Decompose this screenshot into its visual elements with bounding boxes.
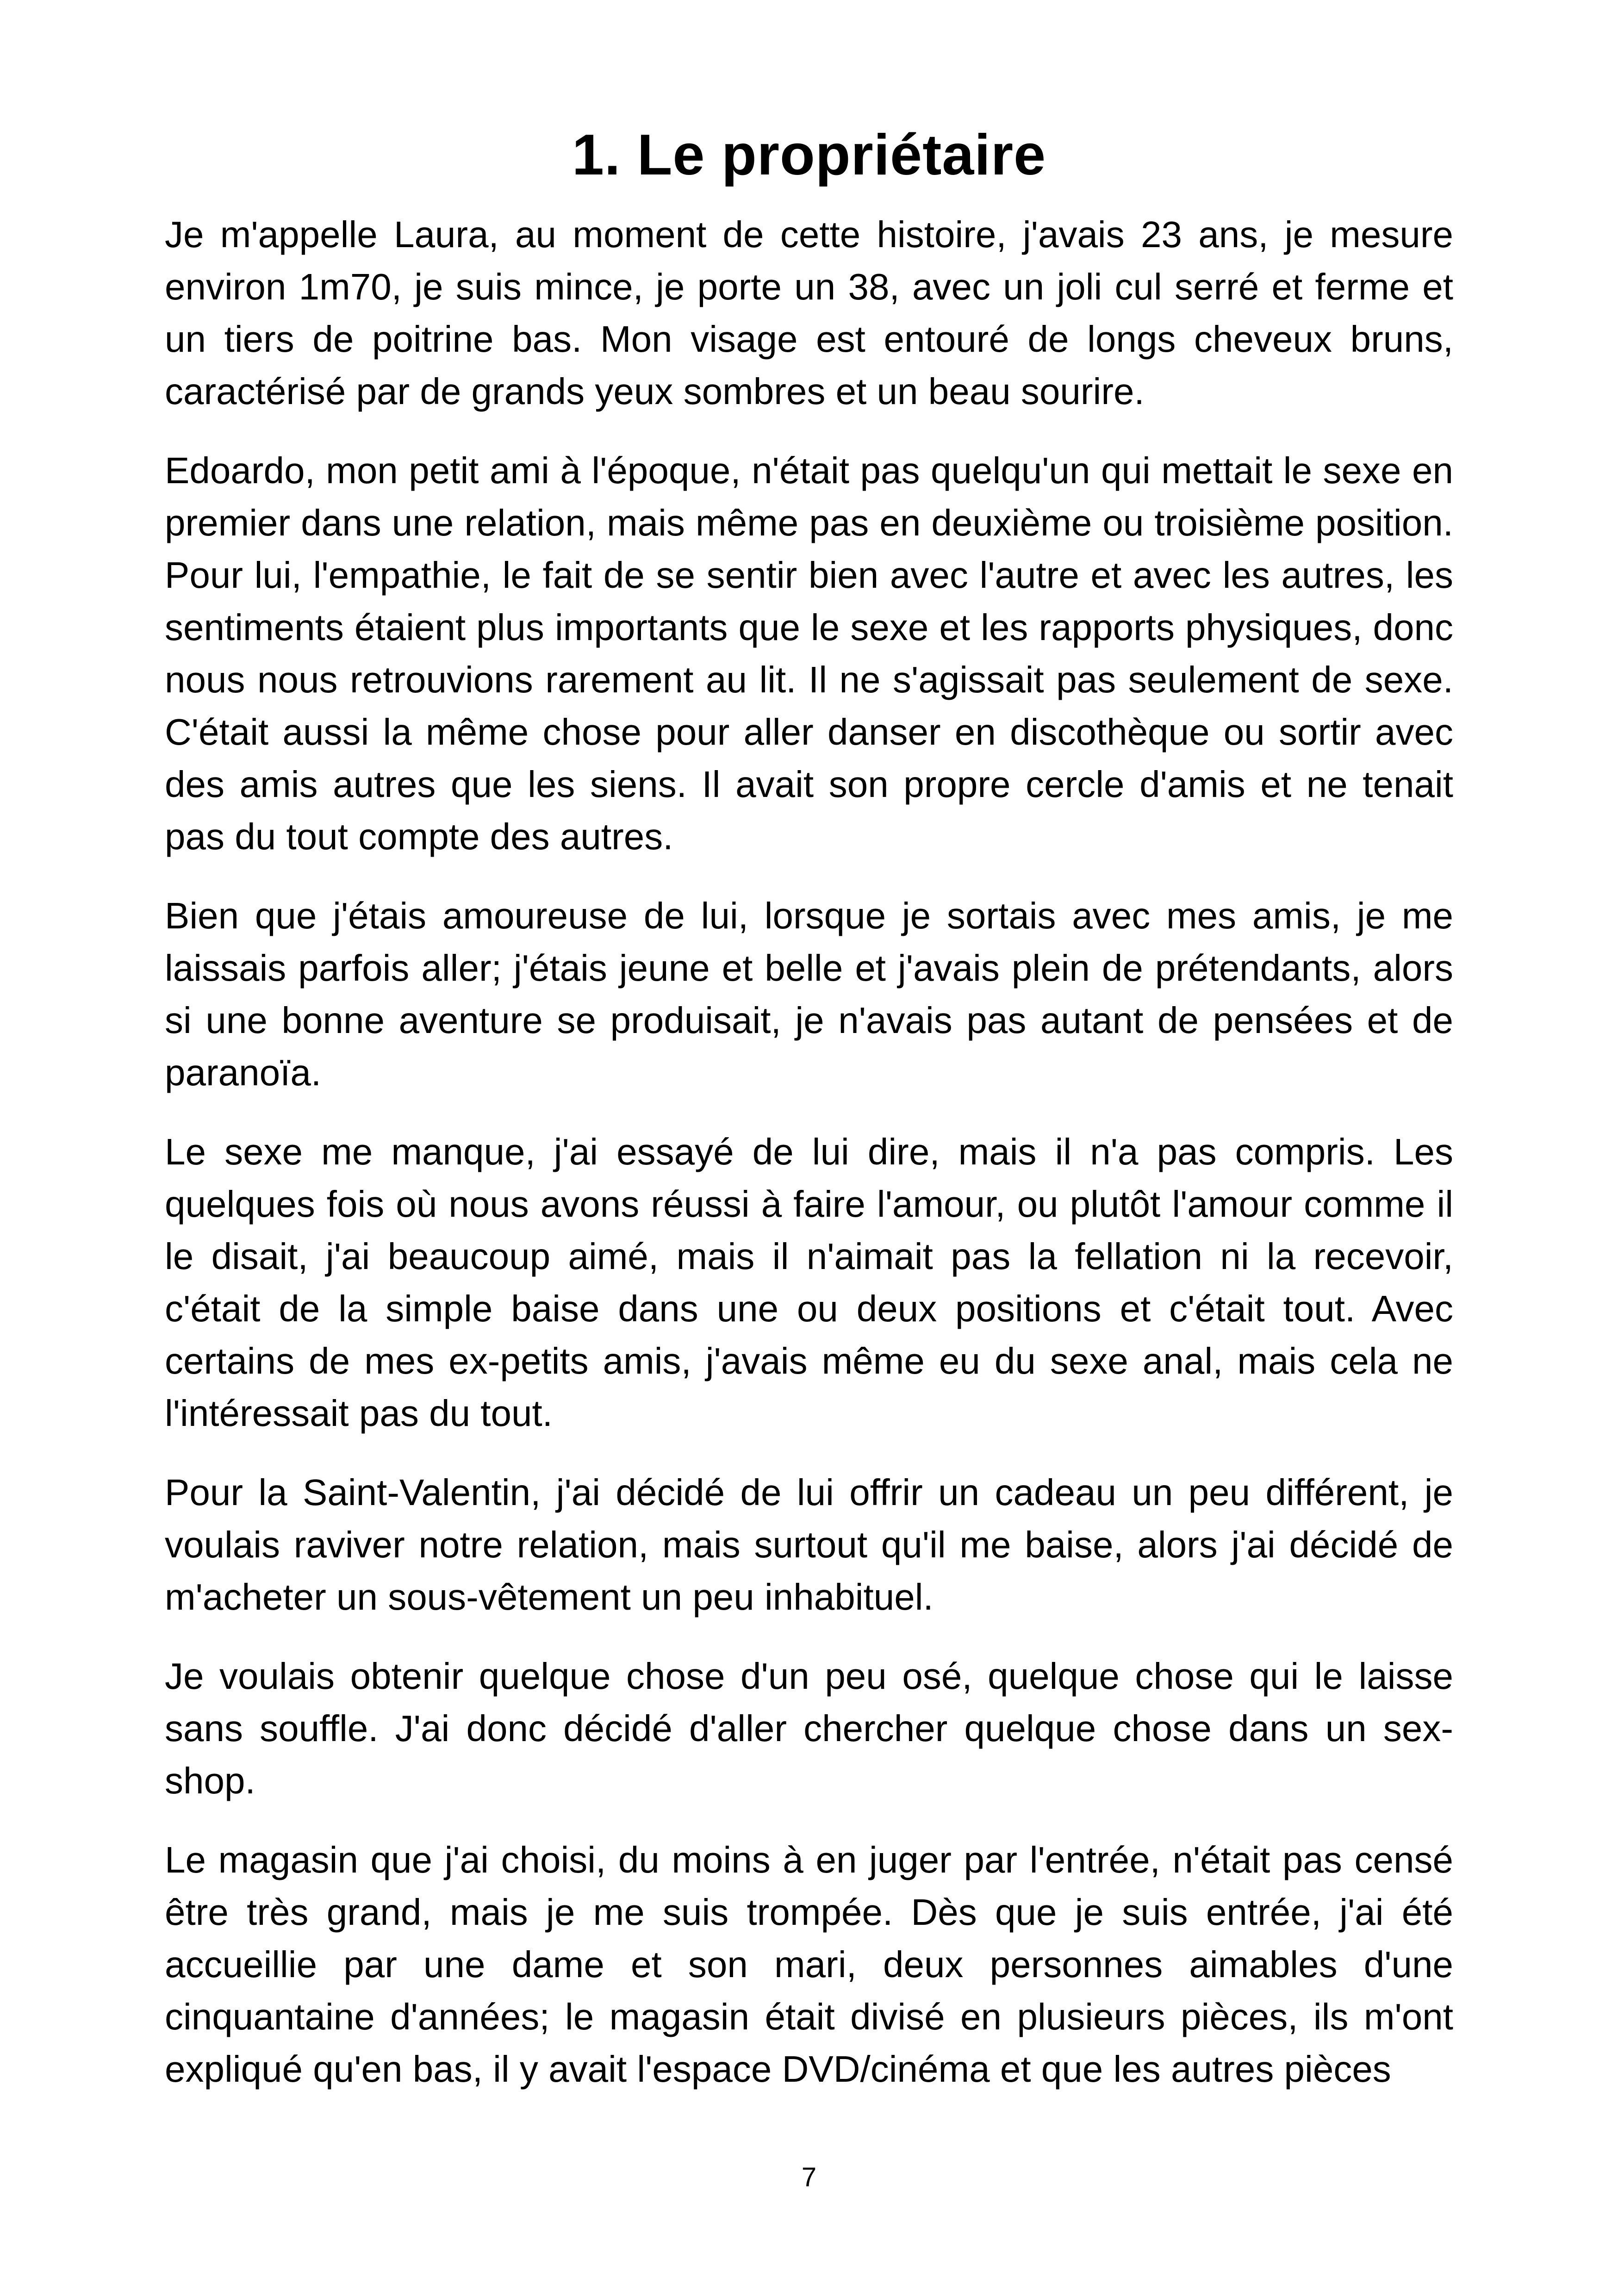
paragraph-4: Le sexe me manque, j'ai essayé de lui dire, mais il n'a pas compris. Les quelques fois où nous avons réussi à faire l'amour, ou plutôt l'amour comme il le disait, j'ai beaucoup aimé, mais il n'aimait pas la fellation ni la recevoir, c'était de la simple baise dans une ou deux positions et c'était tout. Avec certains de mes ex-petits amis, j'avais même eu du sexe anal, mais cela ne l'intéressait pas du tout. [165, 1131, 1453, 1434]
chapter-title: 1. Le propriétaire [572, 123, 1046, 187]
page-number: 7 [801, 2162, 817, 2192]
body-text [165, 208, 1453, 2122]
paragraph-1: Je m'appelle Laura, au moment de cette histoire, j'avais 23 ans, je mesure environ 1m70, je suis mince, je porte un 38, avec un joli cul serré et ferme et un tiers de poitrine bas. Mon visage est entouré de longs cheveux bruns, caractérisé par de grands yeux sombres et un beau sourire. [165, 214, 1453, 412]
paragraph-6: Je voulais obtenir quelque chose d'un peu osé, quelque chose qui le laisse sans souffle. J'ai donc décidé d'aller chercher quelque chose dans un sex-shop. [165, 1655, 1453, 1801]
paragraph-5: Pour la Saint-Valentin, j'ai décidé de lui offrir un cadeau un peu différent, je voulais raviver notre relation, mais surtout qu'il me baise, alors j'ai décidé de m'acheter un sous-vêtement un peu inhabituel. [165, 1472, 1453, 1618]
paragraph-3: Bien que j'étais amoureuse de lui, lorsque je sortais avec mes amis, je me laissais parfois aller; j'étais jeune et belle et j'avais plein de prétendants, alors si une bonne aventure se produisait, je n'avais pas autant de pensées et de paranoïa. [165, 895, 1453, 1093]
paragraph-7: Le magasin que j'ai choisi, du moins à en juger par l'entrée, n'était pas censé être très grand, mais je me suis trompée. Dès que je suis entrée, j'ai été accueillie par une dame et son mari, deux personnes aimables d'une cinquantaine d'années; le magasin était divisé en plusieurs pièces, ils m'ont expliqué qu'en bas, il y avait l'espace DVD/cinéma et que les autres pièces [165, 1839, 1453, 2090]
paragraph-2: Edoardo, mon petit ami à l'époque, n'était pas quelqu'un qui mettait le sexe en premier dans une relation, mais même pas en deuxième ou troisième position. Pour lui, l'empathie, le fait de se sentir bien avec l'autre et avec les autres, les sentiments étaient plus importants que le sexe et les rapports physiques, donc nous nous retrouvions rarement au lit. Il ne s'agissait pas seulement de sexe. C'était aussi la même chose pour aller danser en discothèque ou sortir avec des amis autres que les siens. Il avait son propre cercle d'amis et ne tenait pas du tout compte des autres. [165, 450, 1453, 857]
